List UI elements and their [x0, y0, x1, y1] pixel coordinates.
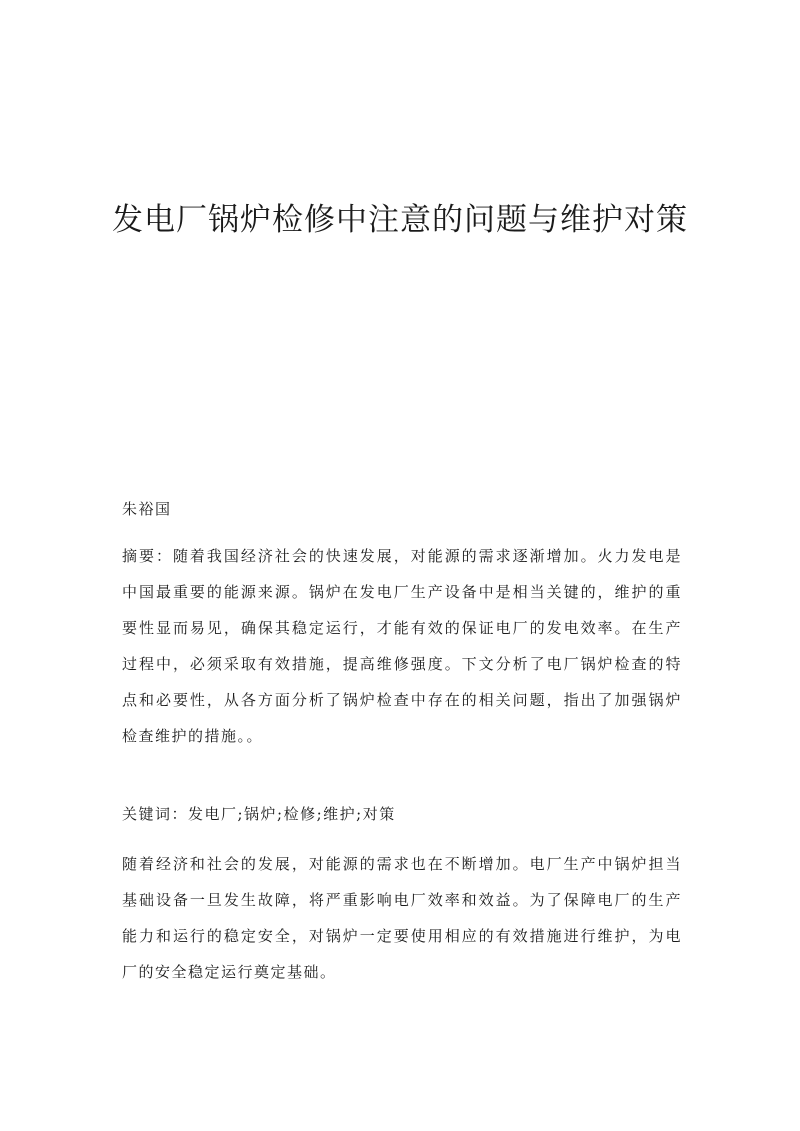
keywords-line: 关键词：发电厂;锅炉;检修;维护;对策 — [122, 805, 396, 823]
intro-paragraph: 随着经济和社会的发展，对能源的需求也在不断增加。电厂生产中锅炉担当基础设备一旦发生故障，将严重影响电厂效率和效益。为了保障电厂的生产能力和运行的稳定安全，对锅炉一定要使用相应的有效措施进行维护，为电厂的安全稳定运行奠定基础。 — [122, 855, 682, 981]
author-name: 朱裕国 — [122, 500, 172, 518]
document-title: 发电厂锅炉检修中注意的问题与维护对策 — [112, 202, 688, 238]
abstract-paragraph: 摘要：随着我国经济社会的快速发展，对能源的需求逐渐增加。火力发电是中国最重要的能源来源。锅炉在发电厂生产设备中是相当关键的，维护的重要性显而易见，确保其稳定运行，才能有效的保证电厂的发电效率。在生产过程中，必须采取有效措施，提高维修强度。下文分析了电厂锅炉检查的特点和必要性，从各方面分析了锅炉检查中存在的相关问题，指出了加强锅炉检查维护的措施。。 — [122, 547, 682, 745]
